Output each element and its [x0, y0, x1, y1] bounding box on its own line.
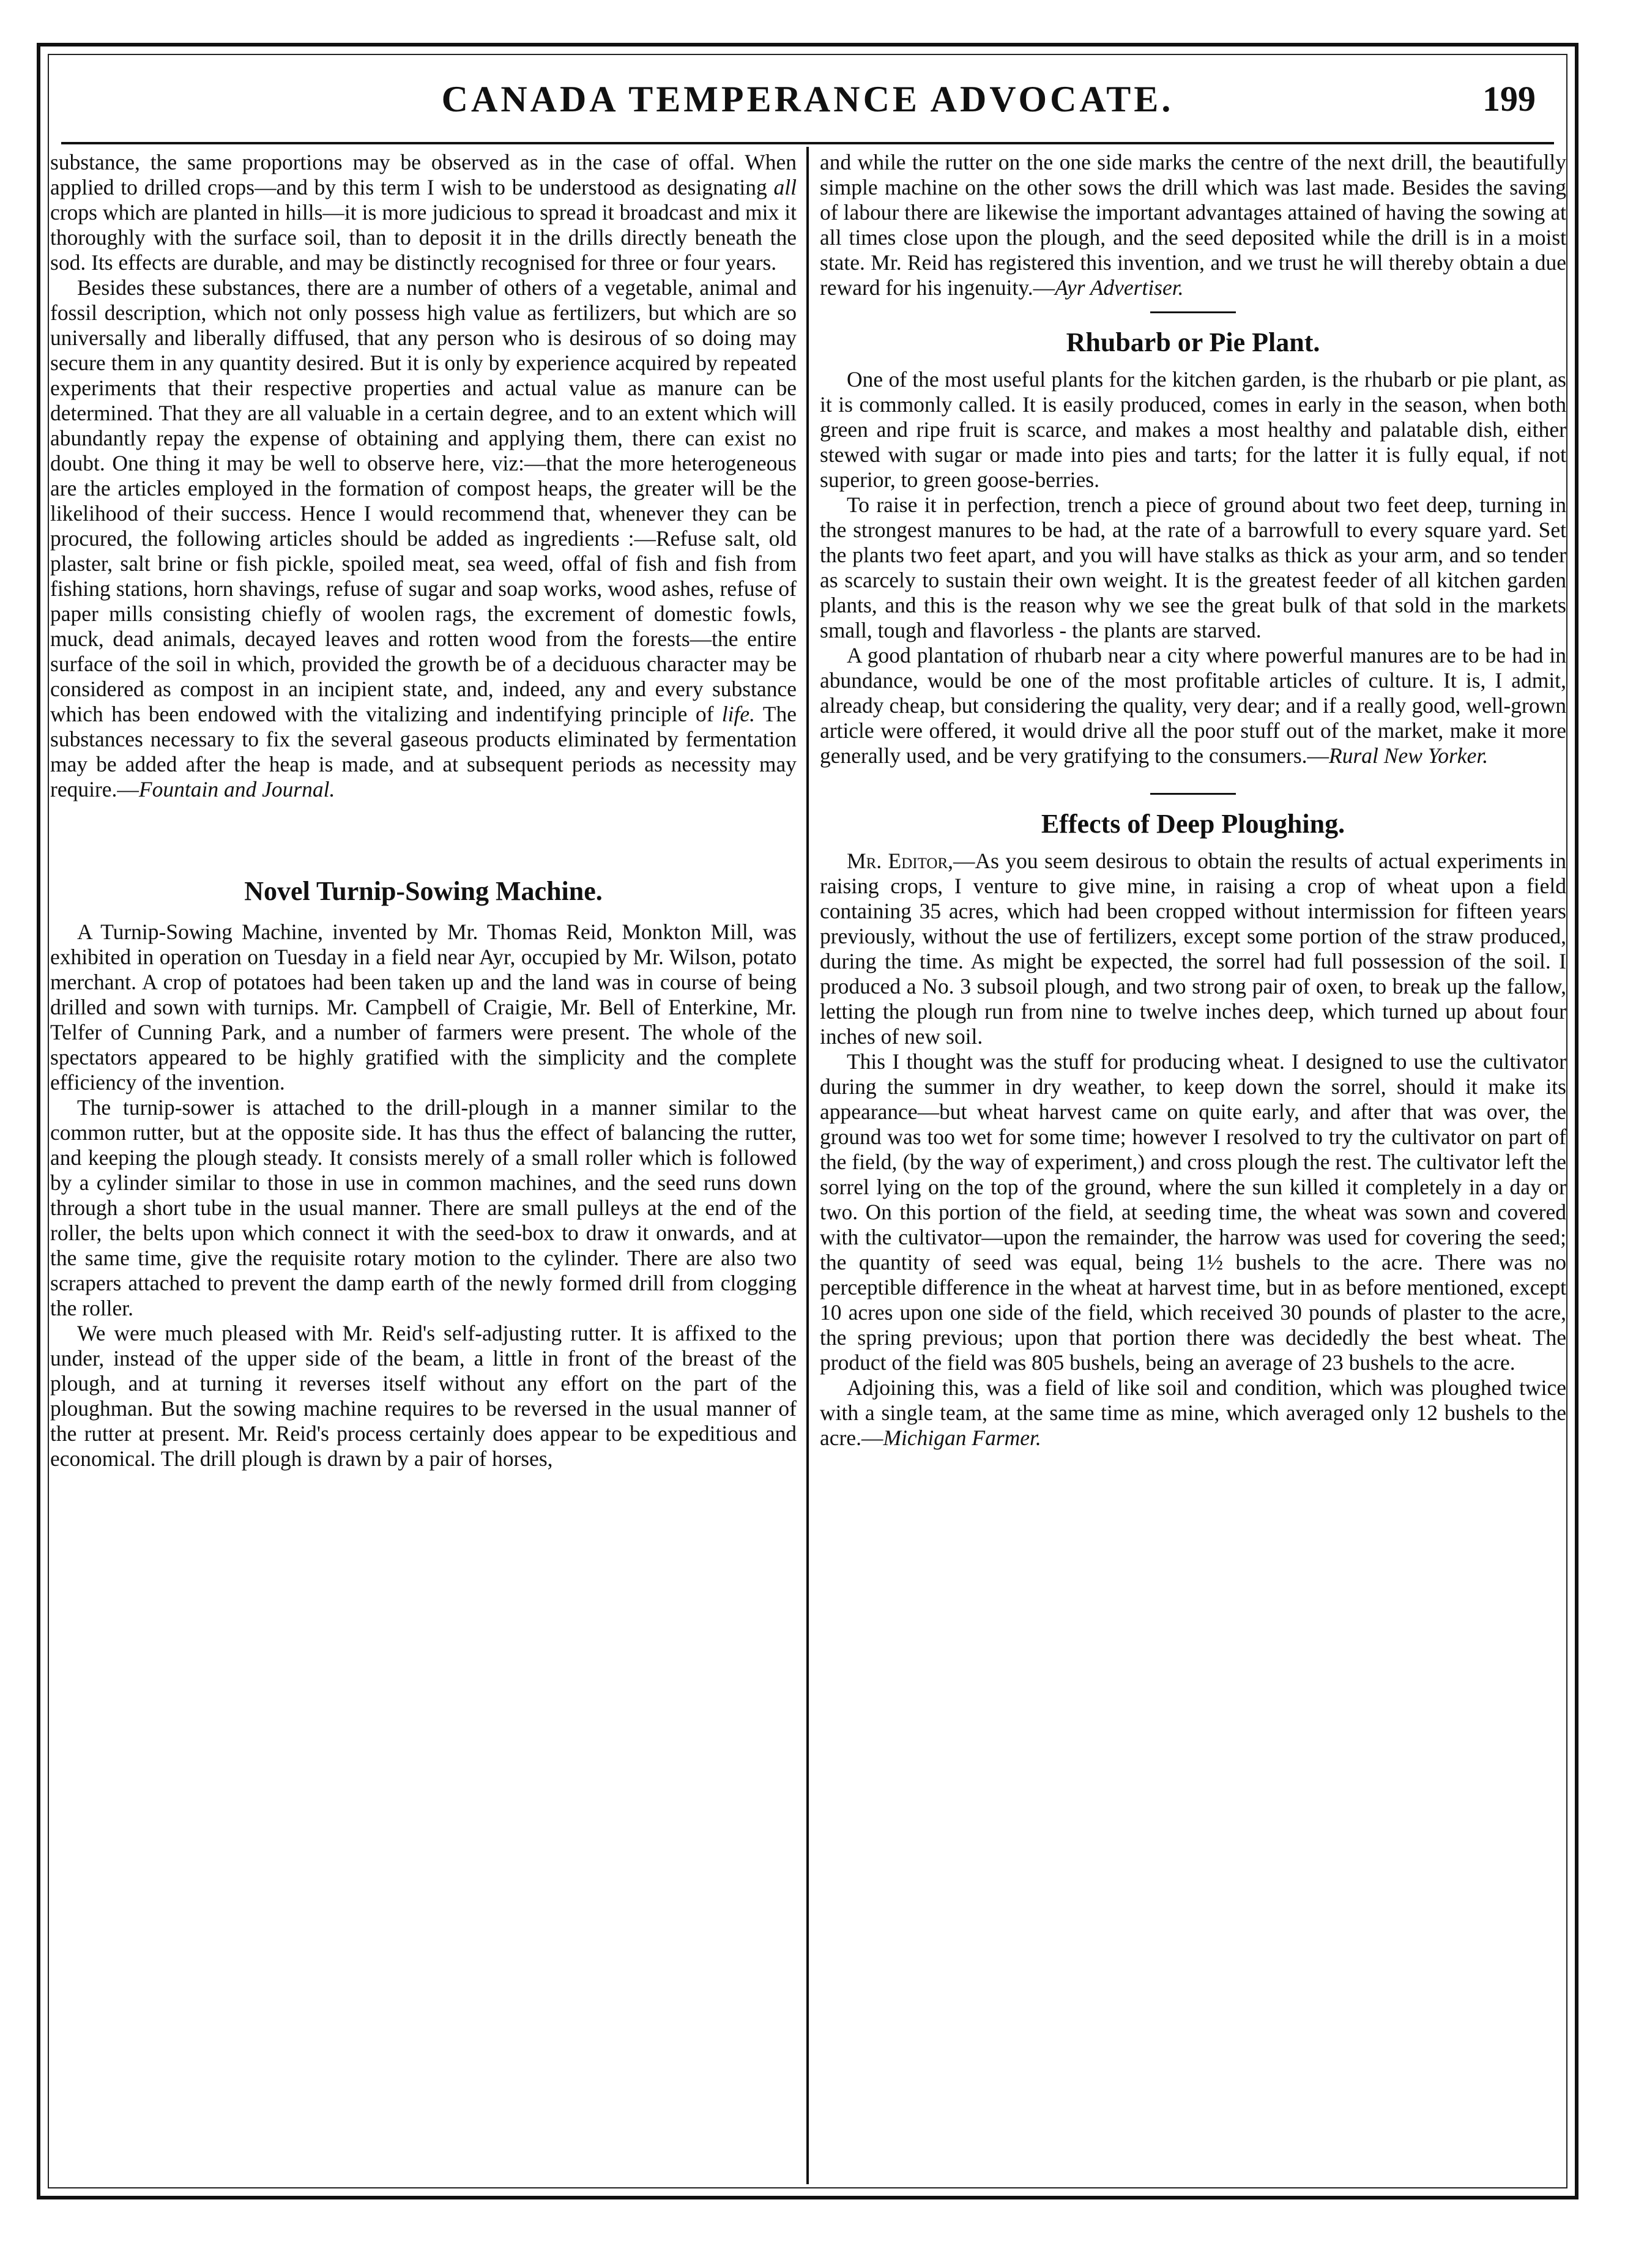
article-source: Michigan Farmer.: [883, 1426, 1041, 1450]
article-source: Ayr Advertiser.: [1055, 275, 1184, 300]
article-paragraph: [820, 849, 1566, 1049]
article-paragraph: [50, 275, 797, 802]
section-rule: [1150, 311, 1236, 313]
text-run: The substances necessary to fix the several gaseous products eliminated by fermentation may be added after the heap is made, and at subsequent periods as necessity may require.—: [50, 702, 797, 801]
article-paragraph: We were much pleased with Mr. Reid's self-adjusting rutter. It is affixed to the under, instead of the upper side of the beam, a little in front of the breast of the plough, and at turning it reverses itself without any effort on the part of the ploughman. But the sowing machine requires to be reversed in the usual manner of the rutter at present. Mr. Reid's process certainly does appear to be expeditious and economical. The drill plough is drawn by a pair of horses,: [50, 1321, 797, 1471]
text-run: substance, the same proportions may be observed as in the case of offal. When applied to drilled crops—and by this term I wish to be understood as designating: [50, 150, 797, 199]
right-column: [820, 150, 1566, 1451]
text-run: Adjoining this, was a field of like soil and condition, which was ploughed twice with a single team, at the same time as mine, which averaged only 12 bushels to the acre.—: [820, 1375, 1566, 1450]
column-divider: [806, 147, 809, 2184]
text-run: A good plantation of rhubarb near a city where powerful manures are to be had in abundance, would be one of the most profitable articles of culture. It is, I admit, already cheap, but considering the quality, very dear; and if a really good, well-grown article were offered, it would drive all the poor stuff out of the market, make it more generally used, and be very gratifying to the consumers.—: [820, 643, 1566, 768]
header-rule: [61, 142, 1554, 144]
emphasis-text: all: [773, 175, 797, 199]
article-paragraph: One of the most useful plants for the kitchen garden, is the rhubarb or pie plant, as it is commonly called. It is easily produced, comes in early in the season, when both green and ripe fruit is scarce, and makes a most healthy and palatable dish, either stewed with sugar or made into pies and tarts; for the latter it is fully equal, if not superior, to green goose-berries.: [820, 367, 1566, 492]
text-run: and while the rutter on the one side marks the centre of the next drill, the beautifully simple machine on the other sows the drill which was last made. Besides the saving of labour there are likewise the important advantages attained of having the sowing at all times close upon the plough, and the seed deposited while the drill is in a moist state. Mr. Reid has registered this invention, and we trust he will thereby obtain a due reward for his ingenuity.—: [820, 150, 1566, 300]
article-paragraph: [820, 150, 1566, 300]
article-paragraph: The turnip-sower is attached to the drill-plough in a manner similar to the common rutter, but at the opposite side. It has thus the effect of balancing the rutter, and keeping the plough steady. It consists merely of a small roller which is followed by a cylinder similar to those in use in common machines, and the seed runs down through a short tube in the usual manner. There are small pulleys at the end of the roller, the belts upon which connect it with the seed-box to draw it onwards, and at the same time, give the requisite rotary motion to the cylinder. There are also two scrapers attached to prevent the damp earth of the newly formed drill from clogging the roller.: [50, 1095, 797, 1320]
article-paragraph: [820, 1375, 1566, 1451]
running-title: CANADA TEMPERANCE ADVOCATE.: [441, 79, 1174, 119]
article-source: Fountain and Journal.: [138, 777, 335, 801]
page-number: 199: [1482, 79, 1536, 119]
text-run: Besides these substances, there are a number of others of a vegetable, animal and fossil description, which not only possess high value as fertilizers, but which are so universally and liberally diffused, that any person who is desirous of so doing may secure them in any quantity desired. But it is only by experience acquired by repeated experiments that their respective properties and actual value as manure can be determined. That they are all valuable in a certain degree, and to an extent which will abundantly repay the expense of obtaining and applying them, there can exist no doubt. One thing it may be well to observe here, viz:—that the more heterogeneous are the articles employed in the formation of compost heaps, the greater will be the likelihood of their success. Hence I would recommend that, whenever they can be procured, the following articles should be added as ingredients :—Refuse salt, old plaster, salt brine or fish pickle, spoiled meat, sea weed, offal of fish and fish from fishing stations, horn shavings, refuse of sugar and soap works, wood ashes, refuse of paper mills consisting chiefly of woolen rags, the excrement of domestic fowls, muck, dead animals, decayed leaves and rotten wood from the forests—the entire surface of the soil in which, provided the growth be of a deciduous character may be considered as compost in an incipient state, and, indeed, any and every substance which has been endowed with the vitalizing and indentifying principle of: [50, 275, 797, 726]
left-column: [50, 150, 797, 1471]
letter-salutation: Mr. Editor,: [847, 849, 954, 873]
article-heading: Effects of Deep Ploughing.: [1041, 809, 1345, 839]
article-paragraph: To raise it in perfection, trench a piece of ground about two feet deep, turning in the strongest manures to be had, at the rate of a barrowfull to every square yard. Set the plants two feet apart, and you will have stalks as thick as your arm, and so tender as scarcely to sustain their own weight. It is the greatest feeder of all kitchen garden plants, and this is the reason why we see the great bulk of that sold in the markets small, tough and flavorless - the plants are starved.: [820, 493, 1566, 642]
article-source: Rural New Yorker.: [1329, 743, 1489, 768]
emphasis-text: life.: [721, 702, 756, 726]
page-header: [61, 67, 1554, 128]
article-paragraph: A Turnip-Sowing Machine, invented by Mr. Thomas Reid, Monkton Mill, was exhibited in operation on Tuesday in a field near Ayr, occupied by Mr. Wilson, potato merchant. A crop of potatoes had been taken up and the land was in course of being drilled and sown with turnips. Mr. Campbell of Craigie, Mr. Bell of Enterkine, Mr. Telfer of Cunning Park, and a number of farmers were present. The whole of the spectators appeared to be highly gratified with the simplicity and the complete efficiency of the invention.: [50, 920, 797, 1095]
section-rule: [1150, 793, 1236, 795]
article-heading: Novel Turnip-Sowing Machine.: [244, 876, 603, 906]
article-paragraph: [50, 150, 797, 275]
article-heading: Rhubarb or Pie Plant.: [1066, 327, 1320, 357]
text-run: crops which are planted in hills—it is more judicious to spread it broadcast and mix it thoroughly with the surface soil, than to deposit it in the drills directly beneath the sod. Its effects are durable, and may be distinctly recognised for three or four years.: [50, 200, 797, 275]
article-paragraph: This I thought was the stuff for producing wheat. I designed to use the cultivator during the summer in dry weather, to keep down the sorrel, should it make its appearance—but wheat harvest came on quite early, and after that was over, the ground was too wet for some time; however I resolved to try the cultivator on part of the field, (by the way of experiment,) and cross plough the rest. The cultivator left the sorrel lying on the top of the ground, where the sun killed it completely in a day or two. On this portion of the field, at seeding time, the wheat was sown and covered with the cultivator—upon the remainder, the harrow was used for covering the seed; the quantity of seed was equal, being 1½ bushels to the acre. There was no perceptible difference in the wheat at harvest time, but in as before mentioned, except 10 acres upon one side of the field, which received 30 pounds of plaster to the acre, the spring previous; upon that portion there was decidedly the best wheat. The product of the field was 805 bushels, being an average of 23 bushels to the acre.: [820, 1049, 1566, 1375]
article-paragraph: [820, 643, 1566, 768]
text-run: —As you seem desirous to obtain the results of actual experiments in raising crops, I venture to give mine, in raising a crop of wheat upon a field containing 35 acres, which had been cropped without intermission for fifteen years previously, without the use of fertilizers, except some portion of the straw produced, during the time. As might be expected, the sorrel had full possession of the soil. I produced a No. 3 subsoil plough, and two strong pair of oxen, to break up the fallow, letting the plough run from nine to twelve inches deep, which turned up about four inches of new soil.: [820, 849, 1566, 1049]
